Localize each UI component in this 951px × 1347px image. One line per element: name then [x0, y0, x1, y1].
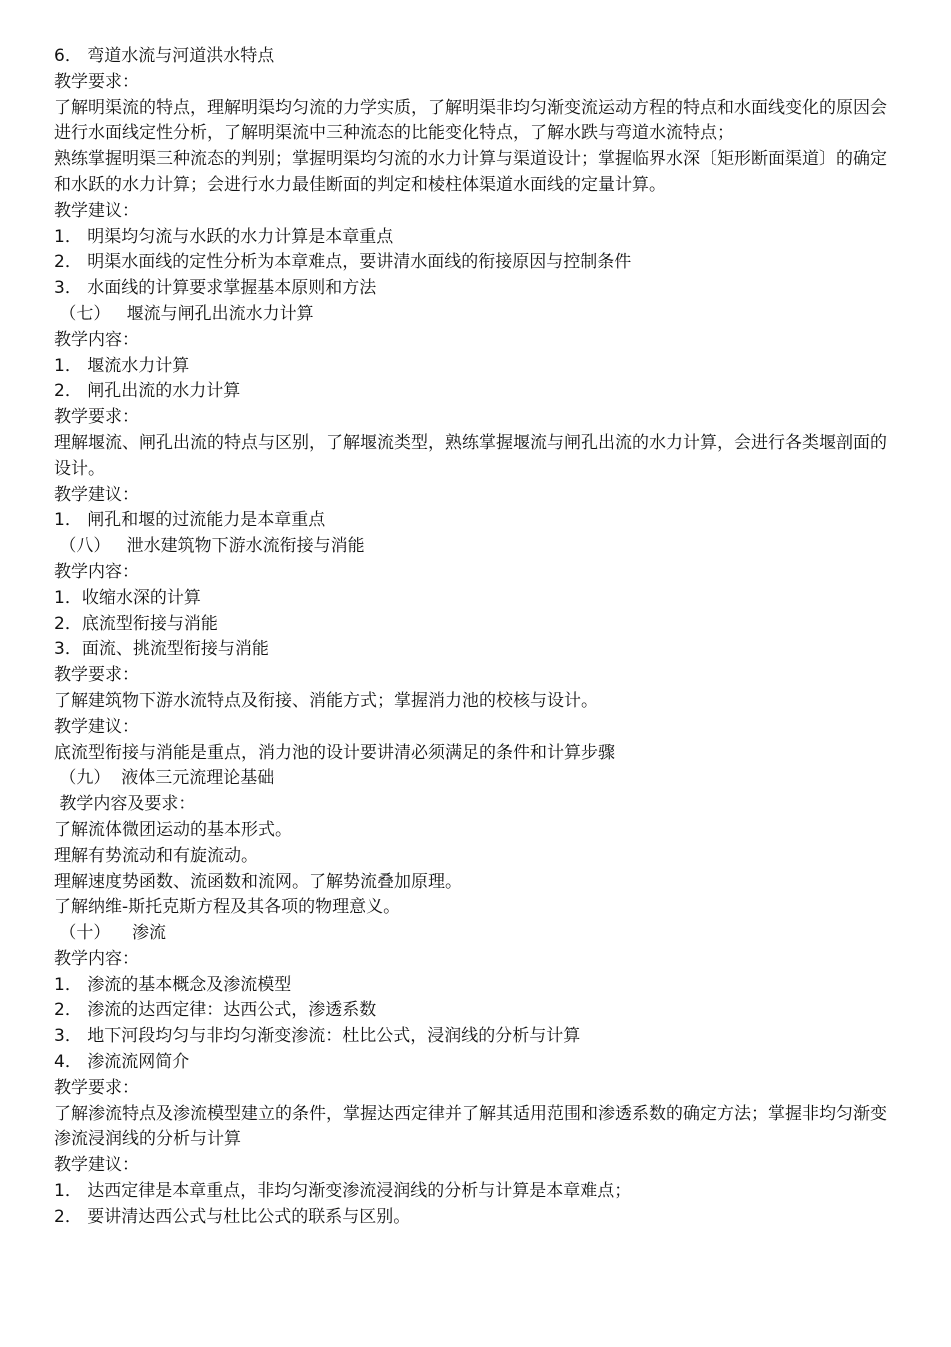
paragraph: 理解速度势函数、流函数和流网。了解势流叠加原理。	[54, 871, 462, 892]
list-item: 2． 要讲清达西公式与杜比公式的联系与区别。	[54, 1206, 411, 1227]
paragraph: 底流型衔接与消能是重点，消力池的设计要讲清必须满足的条件和计算步骤	[54, 742, 615, 763]
list-item: 1． 明渠均匀流与水跃的水力计算是本章重点	[54, 226, 394, 247]
paragraph: 熟练掌握明渠三种流态的判别；掌握明渠均匀流的水力计算与渠道设计；掌握临界水深〔矩形断面渠道〕的确定和水跃的水力计算；会进行水力最佳断面的判定和棱柱体渠道水面线的定量计算。	[54, 149, 887, 195]
paragraph: 理解堰流、闸孔出流的特点与区别，了解堰流类型，熟练掌握堰流与闸孔出流的水力计算，会进行各类堰剖面的设计。	[54, 432, 887, 479]
subsection-label: 教学建议：	[54, 484, 139, 505]
subsection-label: 教学要求：	[54, 407, 139, 428]
list-item: 1． 堰流水力计算	[54, 355, 190, 376]
paragraph: 理解有势流动和有旋流动。	[54, 845, 258, 866]
subsection-label: 教学要求：	[54, 665, 139, 686]
list-item: 1． 渗流的基本概念及渗流模型	[54, 974, 292, 995]
chapter-heading: （八） 泄水建筑物下游水流衔接与消能	[54, 536, 365, 557]
list-item: 2． 明渠水面线的定性分析为本章难点，要讲清水面线的衔接原因与控制条件	[54, 252, 632, 273]
paragraph: 了解渗流特点及渗流模型建立的条件，掌握达西定律并了解其适用范围和渗透系数的确定方法；掌握非均匀渐变渗流浸润线的分析与计算	[54, 1103, 887, 1150]
list-item: 1． 达西定律是本章重点，非均匀渐变渗流浸润线的分析与计算是本章难点；	[54, 1181, 632, 1202]
subsection-label: 教学建议：	[54, 1155, 139, 1176]
paragraph: 了解纳维-斯托克斯方程及其各项的物理意义。	[54, 897, 401, 918]
subsection-label: 教学要求：	[54, 71, 139, 92]
subsection-label: 教学要求：	[54, 1077, 139, 1098]
list-item: 3．面流、挑流型衔接与消能	[54, 639, 269, 660]
subsection-label: 教学内容：	[54, 948, 139, 969]
subsection-label: 教学建议：	[54, 200, 139, 221]
list-item: 2．底流型衔接与消能	[54, 613, 218, 634]
section-heading: 6． 弯道水流与河道洪水特点	[54, 46, 275, 66]
document-body	[54, 44, 894, 1231]
subsection-label: 教学内容及要求：	[54, 794, 196, 815]
list-item: 3． 水面线的计算要求掌握基本原则和方法	[54, 278, 377, 299]
list-item: 2． 闸孔出流的水力计算	[54, 381, 241, 402]
subsection-label: 教学内容：	[54, 561, 139, 582]
list-item: 1．收缩水深的计算	[54, 587, 201, 608]
chapter-heading: （九） 液体三元流理论基础	[54, 768, 275, 789]
subsection-label: 教学建议：	[54, 716, 139, 737]
chapter-heading: （七） 堰流与闸孔出流水力计算	[54, 303, 314, 324]
list-item: 4． 渗流流网简介	[54, 1052, 190, 1073]
paragraph: 了解流体微团运动的基本形式。	[54, 819, 292, 840]
paragraph: 了解明渠流的特点，理解明渠均匀流的力学实质，了解明渠非均匀渐变流运动方程的特点和水面线变化的原因会进行水面线定性分析，了解明渠流中三种流态的比能变化特点，了解水跌与弯道水流特点；	[54, 97, 887, 144]
list-item: 1． 闸孔和堰的过流能力是本章重点	[54, 510, 326, 531]
chapter-heading: （十） 渗流	[54, 923, 167, 944]
list-item: 3． 地下河段均匀与非均匀渐变渗流：杜比公式，浸润线的分析与计算	[54, 1026, 581, 1047]
list-item: 2． 渗流的达西定律：达西公式，渗透系数	[54, 1000, 377, 1021]
paragraph: 了解建筑物下游水流特点及衔接、消能方式；掌握消力池的校核与设计。	[54, 690, 598, 711]
subsection-label: 教学内容：	[54, 329, 139, 350]
